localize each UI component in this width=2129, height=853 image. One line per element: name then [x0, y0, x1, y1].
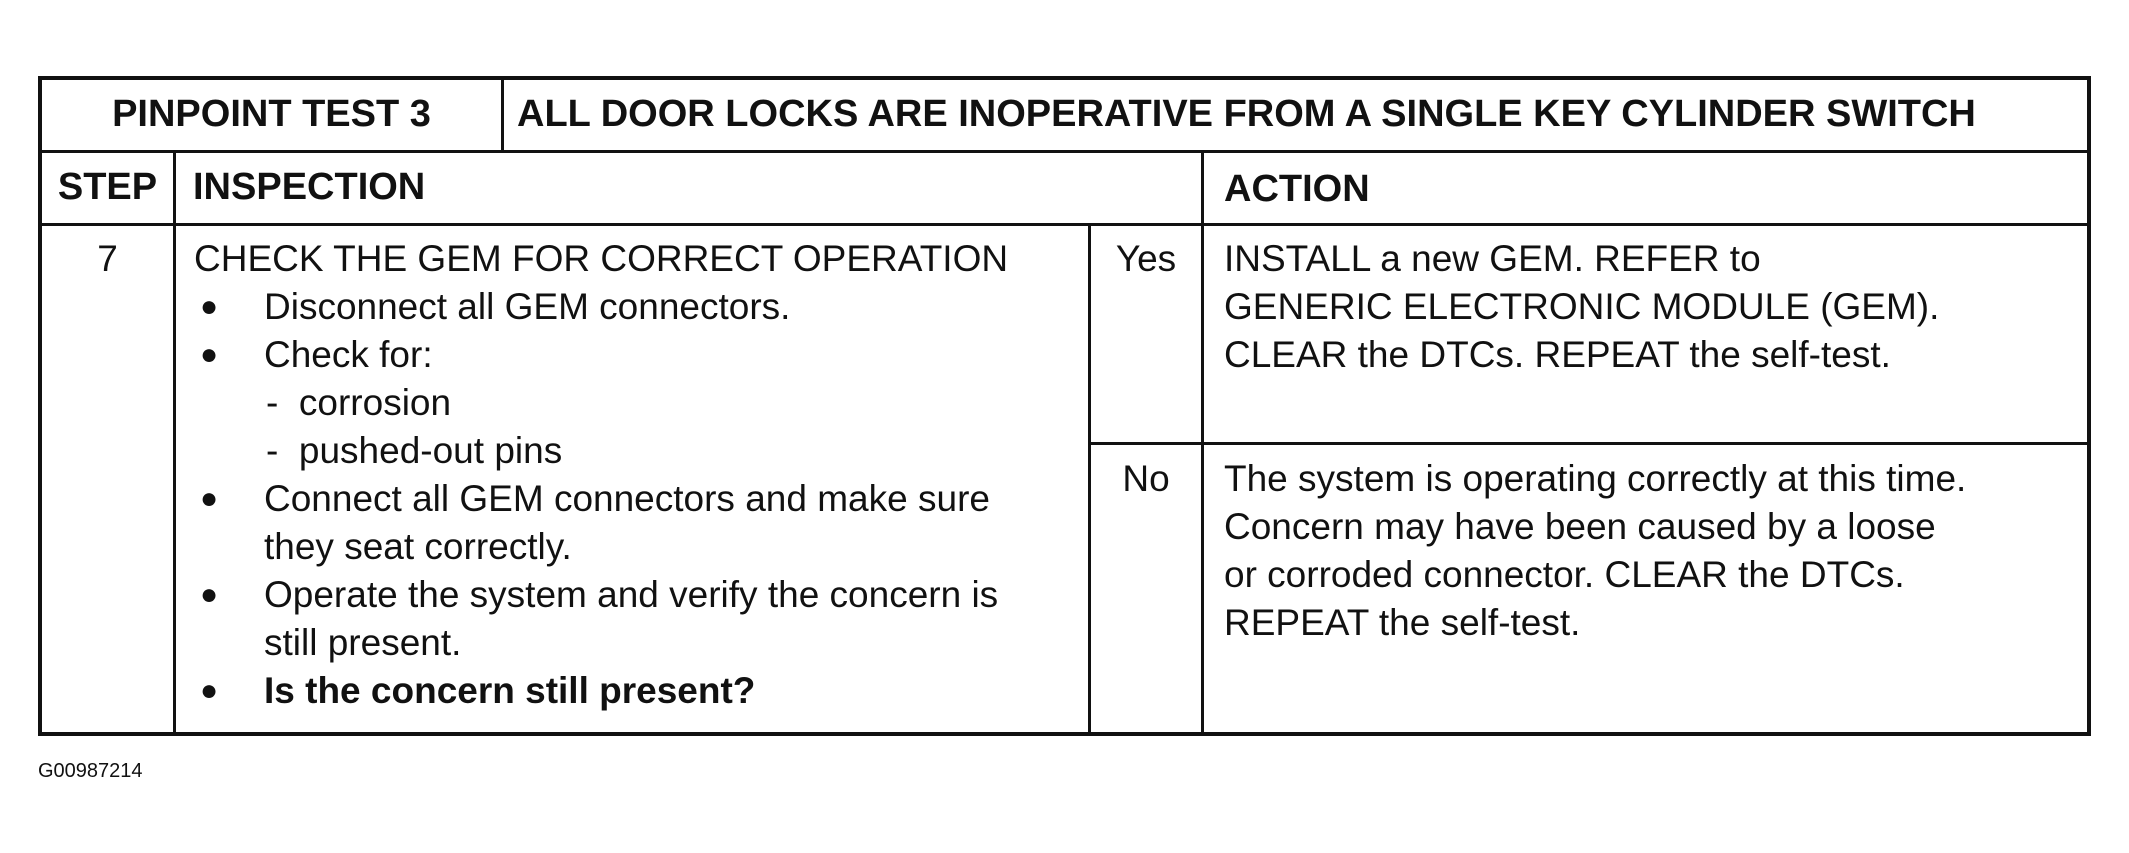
- figure-id: G00987214: [38, 760, 143, 782]
- step-title: CHECK THE GEM FOR CORRECT OPERATION: [194, 238, 1009, 279]
- bullet-icon: ●: [200, 338, 219, 371]
- list-item-continuation: they seat correctly.: [264, 526, 572, 567]
- list-item: ● Connect all GEM connectors and make sure: [194, 475, 1074, 523]
- yes-action: INSTALL a new GEM. REFER to GENERIC ELECTRONIC MODULE (GEM). CLEAR the DTCs. REPEAT the self-test.: [1224, 238, 1940, 375]
- step-column-header: STEP: [57, 166, 158, 208]
- bullet-icon: ●: [200, 482, 219, 515]
- list-item-continuation: still present.: [264, 622, 462, 663]
- step-number: 7: [97, 238, 118, 279]
- sub-list-item: - pushed-out pins: [266, 430, 563, 471]
- test-title: ALL DOOR LOCKS ARE INOPERATIVE FROM A SINGLE KEY CYLINDER SWITCH: [517, 93, 1976, 135]
- answer-divider: [1088, 442, 2087, 445]
- list-item: ● Check for:: [194, 331, 1074, 379]
- title-divider: [501, 80, 504, 150]
- step-column-divider: [173, 150, 176, 732]
- test-label: PINPOINT TEST 3: [112, 93, 431, 135]
- inspection-column-header: INSPECTION: [193, 166, 426, 208]
- dash-icon: -: [266, 430, 299, 471]
- action-column-header: ACTION: [1224, 168, 1370, 210]
- list-item-question: ● Is the concern still present?: [194, 667, 1074, 715]
- bullet-icon: ●: [200, 578, 219, 611]
- yes-label: Yes: [1115, 238, 1177, 279]
- pinpoint-test-table: [38, 76, 2091, 736]
- dash-icon: -: [266, 382, 299, 423]
- sub-list-item: - corrosion: [266, 382, 452, 423]
- no-label: No: [1122, 458, 1170, 499]
- bullet-icon: ●: [200, 674, 219, 707]
- bullet-icon: ●: [200, 290, 219, 323]
- header-divider: [42, 150, 2087, 153]
- inspection-content: [194, 235, 1074, 715]
- column-header-divider: [42, 223, 2087, 226]
- list-item: ● Operate the system and verify the concern is: [194, 571, 1074, 619]
- action-column-divider: [1201, 150, 1204, 732]
- list-item: ● Disconnect all GEM connectors.: [194, 283, 1074, 331]
- no-action: The system is operating correctly at this time. Concern may have been caused by a loose or corroded connector. CLEAR the DTCs. REPEAT the self-test.: [1224, 458, 1967, 643]
